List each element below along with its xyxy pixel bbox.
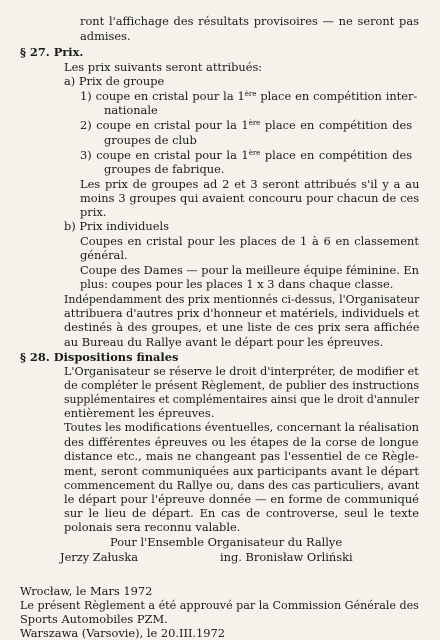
text-line: Les prix suivants seront attribués: [64,60,263,74]
text-line: Le présent Règlement a été approuvé par la Commission Générale des [20,598,419,612]
list-item-label: b) Prix individuels [64,219,170,233]
text-line: distance etc., mais ne changeant pas l'essentiel de ce Règle- [64,449,419,463]
text-line: polonais sera reconnu valable. [64,520,241,534]
list-item: 1) coupe en cristal pour la 1ère place en compétition inter- [80,89,418,103]
section-heading: § 28. Dispositions finales [20,350,179,364]
list-item-label: a) Prix de groupe [64,74,165,88]
text-line: groupes de fabrique. [104,162,225,176]
text-line: groupes de club [104,133,197,147]
text-line: commencement du Rallye ou, dans des cas particuliers, avant [64,478,420,492]
text-line: Coupe des Dames — pour la meilleure équipe féminine. En [80,263,419,277]
signatory-name: Jerzy Załuska [60,550,139,564]
section-heading: § 27. Prix. [20,45,84,59]
text-line: sur le lieu de départ. En cas de controverse, seul le texte [64,506,419,520]
text-line: attribuera d'autres prix d'honneur et matériels, individuels et [64,306,420,320]
text-line: Coupes en cristal pour les places de 1 à 6 en classement [80,234,419,248]
text-line: Les prix de groupes ad 2 et 3 seront attribués s'il y a au [80,177,420,191]
signatory-name: ing. Bronisław Orliński [220,550,353,564]
text-line: Sports Automobiles PZM. [20,612,168,626]
text-line: plus: coupes pour les places 1 x 3 dans chaque classe. [80,277,394,291]
text-line: nationale [104,103,158,117]
text-line: au Bureau du Rallye avant le départ pour les épreuves. [64,335,384,349]
text-line: ront l'affichage des résultats provisoires — ne seront pas [80,14,419,28]
text-line: prix. [80,205,107,219]
text-line: général. [80,248,128,262]
text-line: L'Organisateur se réserve le droit d'interpréter, de modifier et [64,364,419,378]
text-line: de compléter le présent Règlement, de publier des instructions [64,378,420,392]
text-line: admises. [80,29,131,43]
place-date: Warszawa (Varsovie), le 20.III.1972 [20,626,226,640]
text-line: entièrement les épreuves. [64,406,215,420]
text-line: supplémentaires et complémentaires ainsi que le droit d'annuler [64,392,420,406]
text-line: destinés à des groupes, et une liste de ces prix sera affichée [64,320,420,334]
text-line: le départ pour l'épreuve donnée — en forme de communiqué [64,492,419,506]
text-line: Indépendamment des prix mentionnés ci-dessus, l'Organisateur [64,292,420,306]
list-item: 2) coupe en cristal pour la 1ère place en compétition des [80,118,413,132]
text-line: Toutes les modifications éventuelles, concernant la réalisation [64,420,419,434]
text-line: moins 3 groupes qui avaient concouru pour chacun de ces [80,191,420,205]
text-line: ment, seront communiquées aux participants avant le départ [64,464,419,478]
list-item: 3) coupe en cristal pour la 1ère place en compétition des [80,148,413,162]
place-date: Wrocław, le Mars 1972 [20,584,153,598]
text-line: des différentes épreuves ou les étapes de la corse de longue [64,435,419,449]
signature-intro: Pour l'Ensemble Organisateur du Rallye [110,535,343,549]
